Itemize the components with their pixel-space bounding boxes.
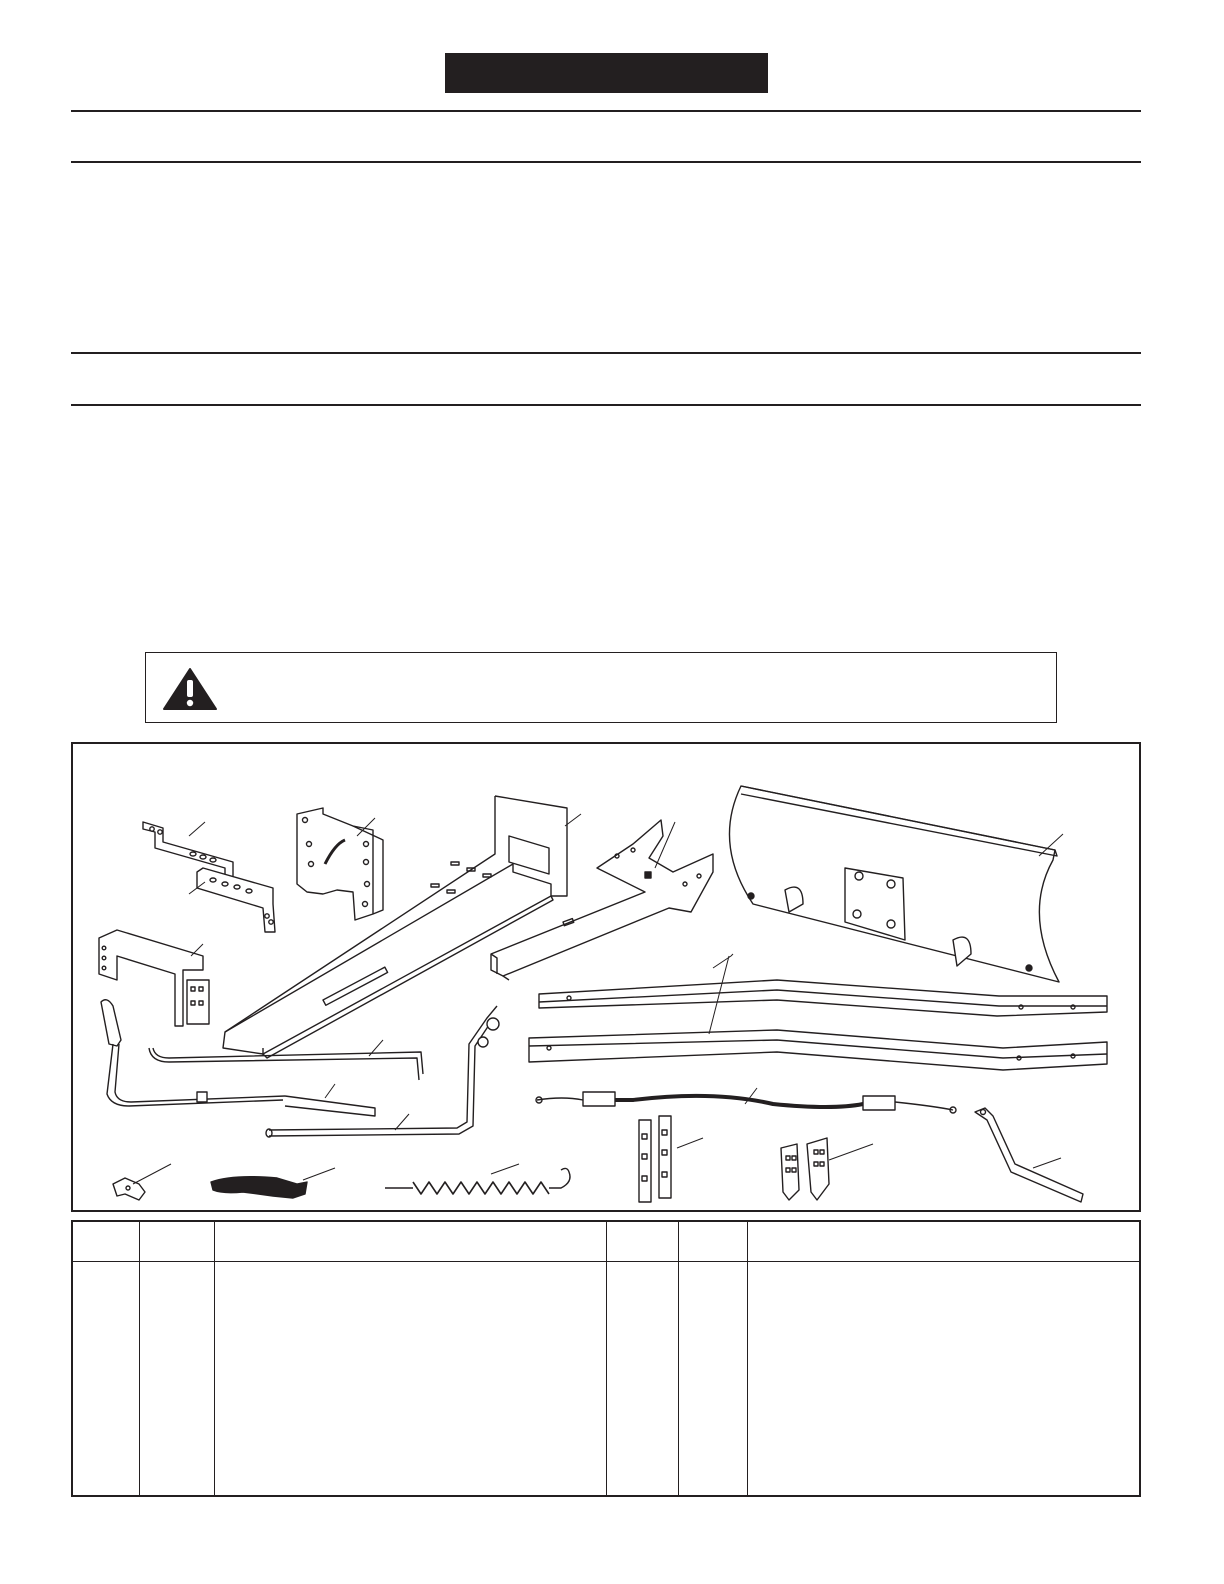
table-column-divider: [747, 1222, 748, 1495]
divider: [71, 161, 1141, 163]
handle-rod-part: [975, 1108, 1083, 1202]
table-header-description: [747, 1222, 1139, 1261]
parts-illustration: [71, 742, 1141, 1212]
table-header-qty: [139, 1222, 214, 1261]
bracket-part: [99, 930, 209, 1026]
table-header-ref: [606, 1222, 678, 1261]
table-column-divider: [139, 1222, 140, 1495]
warning-triangle-icon: [162, 667, 218, 711]
plate-part: [781, 1138, 829, 1200]
table-header-ref: [73, 1222, 139, 1261]
divider: [71, 404, 1141, 406]
parts-table: [71, 1220, 1141, 1497]
table-column-divider: [606, 1222, 607, 1495]
spring-part: [385, 1168, 570, 1194]
clip-part: [113, 1178, 145, 1200]
page-title: [445, 53, 768, 93]
rail-part: [539, 980, 1107, 1016]
bracket-part: [197, 868, 275, 932]
section-heading: [71, 354, 1141, 404]
section-heading: [71, 112, 1141, 162]
rod-part: [149, 1048, 423, 1080]
table-header-description: [214, 1222, 606, 1261]
table-column-divider: [678, 1222, 679, 1495]
plate-part: [639, 1116, 671, 1202]
rail-part: [529, 1030, 1107, 1070]
latch-part: [211, 1177, 307, 1198]
warning-box: [145, 652, 1057, 723]
plow-blade-part: [729, 786, 1059, 982]
table-column-divider: [214, 1222, 215, 1495]
table-header-qty: [678, 1222, 747, 1261]
lift-handle-part: [101, 1000, 375, 1116]
mount-plate-part: [297, 808, 383, 920]
